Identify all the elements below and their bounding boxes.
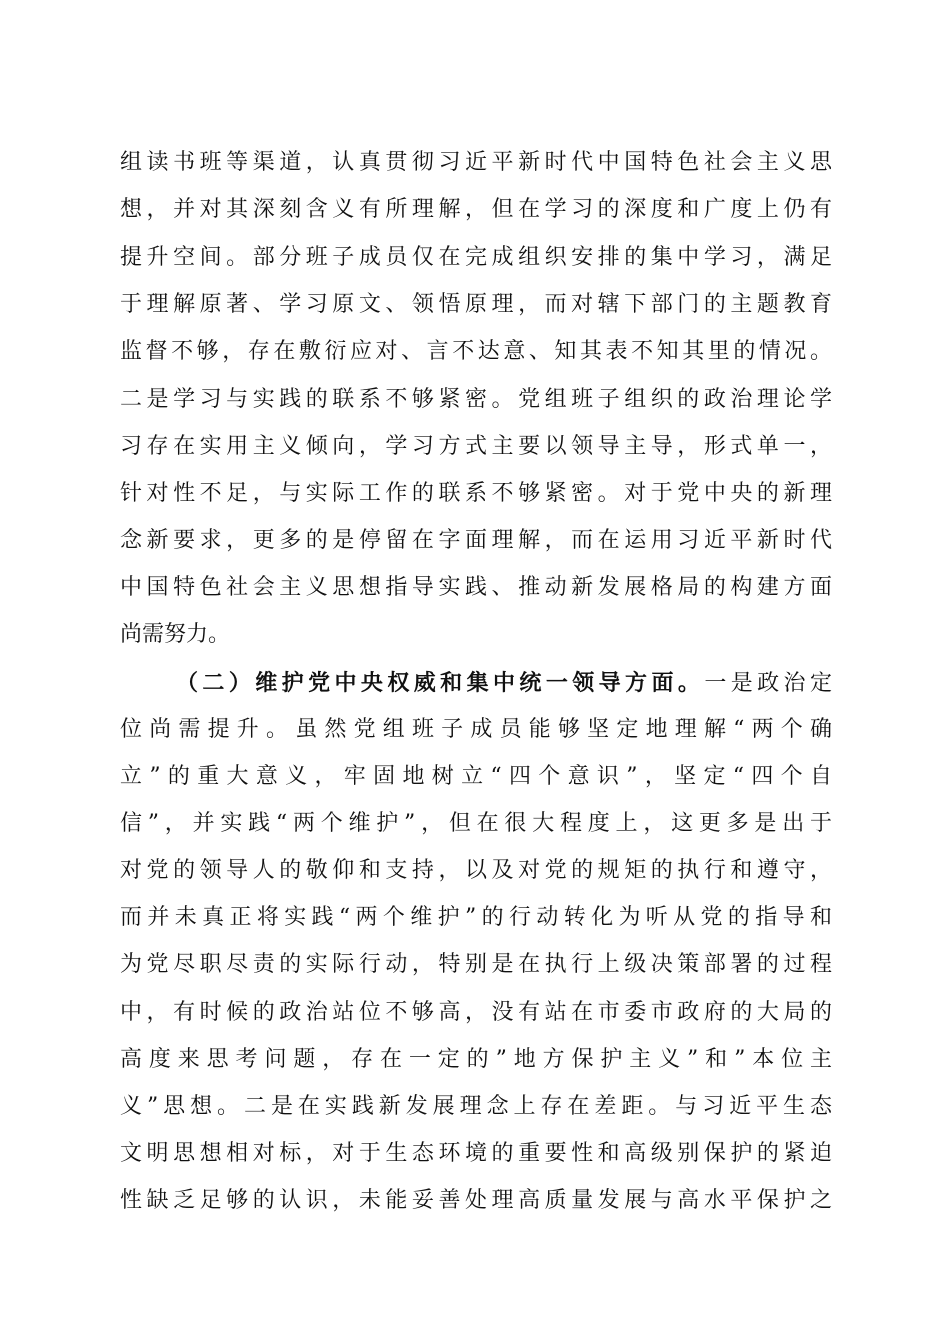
paragraph-line: 文明思想相对标，对于生态环境的重要性和高级别保护的紧迫 [120, 1141, 832, 1166]
paragraph-line: 高度来思考问题，存在一定的”地方保护主义”和”本位主 [120, 1047, 832, 1072]
paragraph-line: 想，并对其深刻含义有所理解，但在学习的深度和广度上仍有 [120, 197, 832, 222]
section-heading: （二）维护党中央权威和集中统一领导方面。 [176, 670, 705, 696]
section-heading-continuation: 一是政治定 [704, 671, 832, 696]
paragraph-line: 中，有时候的政治站位不够高，没有站在市委市政府的大局的 [120, 1000, 832, 1025]
paragraph-line: 针对性不足，与实际工作的联系不够紧密。对于党中央的新理 [120, 481, 832, 506]
paragraph-line: 提升空间。部分班子成员仅在完成组织安排的集中学习，满足 [120, 245, 832, 270]
paragraph-line: 性缺乏足够的认识，未能妥善处理高质量发展与高水平保护之 [120, 1188, 832, 1213]
paragraph-line: 于理解原著、学习原文、领悟原理，而对辖下部门的主题教育 [120, 292, 832, 317]
paragraph-line: 中国特色社会主义思想指导实践、推动新发展格局的构建方面 [120, 575, 832, 600]
paragraph-line: 对党的领导人的敬仰和支持，以及对党的规矩的执行和遵守， [120, 858, 832, 883]
paragraph-line: 位尚需提升。虽然党组班子成员能够坚定地理解“两个确 [120, 717, 832, 742]
paragraph-line: 组读书班等渠道，认真贯彻习近平新时代中国特色社会主义思 [120, 150, 832, 175]
section-heading-line [176, 668, 832, 699]
paragraph-line: 尚需努力。 [120, 622, 231, 647]
paragraph-line: 义”思想。二是在实践新发展理念上存在差距。与习近平生态 [120, 1094, 832, 1119]
paragraph-line: 信”，并实践“两个维护”，但在很大程度上，这更多是出于 [120, 811, 832, 836]
paragraph-line: 为党尽职尽责的实际行动，特别是在执行上级决策部署的过程 [120, 952, 832, 977]
paragraph-line: 立”的重大意义，牢固地树立“四个意识”，坚定“四个自 [120, 764, 832, 789]
paragraph-line: 二是学习与实践的联系不够紧密。党组班子组织的政治理论学 [120, 387, 832, 412]
paragraph-line: 念新要求，更多的是停留在字面理解，而在运用习近平新时代 [120, 528, 832, 553]
paragraph-line: 而并未真正将实践“两个维护”的行动转化为听从党的指导和 [120, 905, 832, 930]
paragraph-line: 监督不够，存在敷衍应对、言不达意、知其表不知其里的情况。 [120, 339, 832, 364]
paragraph-line: 习存在实用主义倾向，学习方式主要以领导主导，形式单一， [120, 434, 832, 459]
